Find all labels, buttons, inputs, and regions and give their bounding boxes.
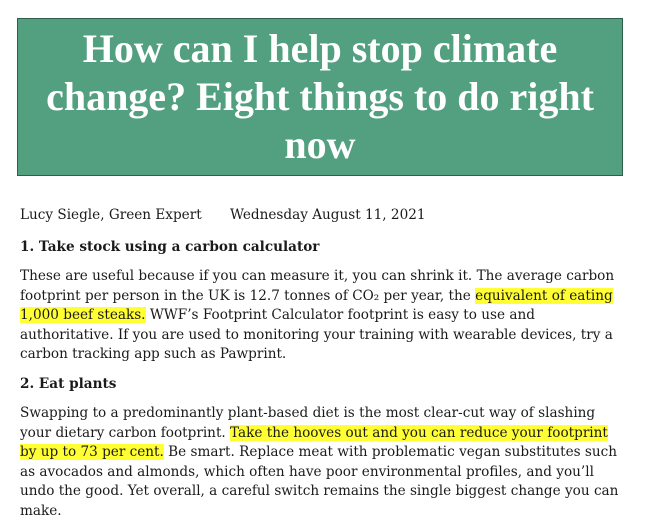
byline xyxy=(20,206,620,226)
highlighted-text: equivalent of eating 1,000 beef steaks. xyxy=(20,287,613,323)
section-heading-2: 2. Eat plants xyxy=(20,375,117,392)
paragraph-text: Swapping to a predominantly plant-based diet is the most clear-cut way of slashing your dietary carbon footprint. xyxy=(20,405,596,441)
highlighted-text: Take the hooves out and you can reduce your footprint by up to 73 per cent. xyxy=(20,424,608,460)
paragraph-text: Be smart. Replace meat with problematic vegan substitutes such as avocados and almonds, which often have poor environmental profiles, and you’ll undo the good. Yet overall, a careful switch remains the single biggest change you can make. xyxy=(20,444,619,519)
section-paragraph-1 xyxy=(20,267,620,365)
paragraph-text: WWF’s Footprint Calculator footprint is easy to use and authoritative. If you are used to monitoring your training with wearable devices, try a carbon tracking app such as Pawprint. xyxy=(20,307,613,362)
section-heading-1: 1. Take stock using a carbon calculator xyxy=(20,238,320,255)
author: Lucy Siegle, Green Expert xyxy=(20,207,202,223)
paragraph-text: These are useful because if you can measure it, you can shrink it. The average carbon footprint per person in the UK is 12.7 tonnes of CO₂ per year, the xyxy=(20,268,615,304)
section-paragraph-2 xyxy=(20,404,620,521)
title-banner xyxy=(17,18,623,176)
publish-date: Wednesday August 11, 2021 xyxy=(230,207,426,223)
article-body xyxy=(20,206,620,531)
page-title: How can I help stop climate change? Eight things to do right now xyxy=(46,26,594,167)
